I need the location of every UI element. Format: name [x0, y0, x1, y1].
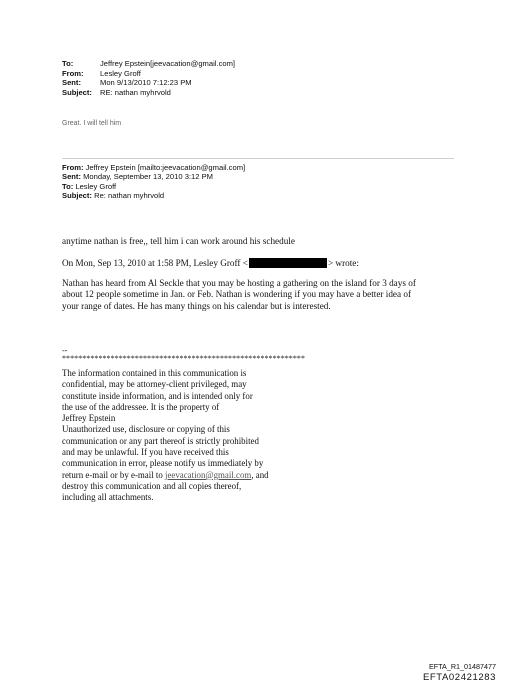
subject-value: RE: nathan myhrvold	[100, 87, 171, 97]
disclaimer-line: constitute inside information, and is intended only for	[62, 390, 253, 401]
link-prefix: return e-mail or by e-mail to	[62, 469, 166, 480]
original-to-value: Lesley Groff	[73, 181, 117, 191]
divider-line	[62, 158, 454, 159]
header-from-row	[62, 69, 235, 79]
original-to-row	[62, 182, 245, 191]
quoted-paragraph	[62, 278, 462, 312]
sent-label: Sent:	[62, 78, 81, 88]
link-suffix: , and	[251, 469, 269, 480]
from-label: From:	[62, 68, 84, 78]
attribution-suffix: > wrote:	[327, 258, 359, 268]
disclaimer-line: and may be unlawful. If you have received this	[62, 447, 229, 458]
bates-stamp-2: EFTA02421283	[422, 672, 496, 683]
disclaimer-line: including all attachments.	[62, 492, 154, 503]
original-sent-value: Monday, September 13, 2010 3:12 PM	[80, 172, 213, 182]
paragraph-line: Nathan has heard from Al Seckle that you may be hosting a gathering on the island for 3 days of	[62, 278, 416, 288]
disclaimer-line	[62, 470, 269, 481]
original-message-header	[62, 163, 245, 201]
original-sent-row	[62, 172, 245, 181]
original-subject-label: Subject:	[62, 191, 92, 201]
original-sent-label: Sent:	[62, 172, 81, 182]
sent-value: Mon 9/13/2010 7:12:23 PM	[100, 78, 192, 88]
paragraph-line: your range of dates. He has many things on his calendar but is interested.	[62, 300, 331, 311]
redaction-box	[249, 258, 327, 268]
disclaimer-line: The information contained in this communication is	[62, 368, 247, 378]
body-line-1: anytime nathan is free,, tell him i can work around his schedule	[62, 236, 295, 246]
header-to-row	[62, 59, 235, 69]
asterisk-separator: ************************************************************	[62, 354, 305, 363]
quoted-attribution	[62, 258, 359, 268]
original-subject-row	[62, 191, 245, 200]
signature-dashes: --	[62, 346, 68, 355]
disclaimer-line: communication in error, please notify us immediately by	[62, 458, 264, 469]
to-value: Jeffrey Epstein[jeevacation@gmail.com]	[100, 59, 236, 68]
reply-text: Great. I will tell him	[62, 120, 122, 127]
disclaimer-line: communication or any part thereof is strictly prohibited	[62, 435, 259, 446]
bates-stamp-1: EFTA_R1_01487477	[429, 662, 496, 671]
disclaimer-line: Jeffrey Epstein	[62, 413, 116, 424]
disclaimer-line: the use of the addressee. It is the property of	[62, 401, 220, 412]
original-subject-value: Re: nathan myhrvold	[91, 191, 165, 201]
disclaimer-line: destroy this communication and all copies thereof,	[62, 480, 242, 491]
original-to-label: To:	[62, 181, 74, 191]
to-label: To:	[62, 59, 74, 68]
paragraph-line: about 12 people sometime in Jan. or Feb. Nathan is wondering if you may have a better idea of	[62, 289, 412, 300]
original-from-value: Jeffrey Epstein [mailto:jeevacation@gmail.com]	[83, 163, 246, 172]
header-sent-row	[62, 78, 235, 88]
confidentiality-disclaimer	[62, 368, 269, 504]
disclaimer-line: Unauthorized use, disclosure or copying of this	[62, 424, 230, 435]
header-subject-row	[62, 88, 235, 98]
disclaimer-line: confidential, may be attorney-client privileged, may	[62, 379, 247, 390]
original-from-row	[62, 163, 245, 172]
original-from-label: From:	[62, 163, 84, 172]
email-header	[62, 59, 235, 97]
from-value: Lesley Groff	[100, 68, 141, 78]
attribution-prefix: On Mon, Sep 13, 2010 at 1:58 PM, Lesley Groff <	[62, 258, 248, 268]
email-link[interactable]: jeevacation@gmail.com	[165, 469, 252, 480]
subject-label: Subject:	[62, 87, 92, 97]
